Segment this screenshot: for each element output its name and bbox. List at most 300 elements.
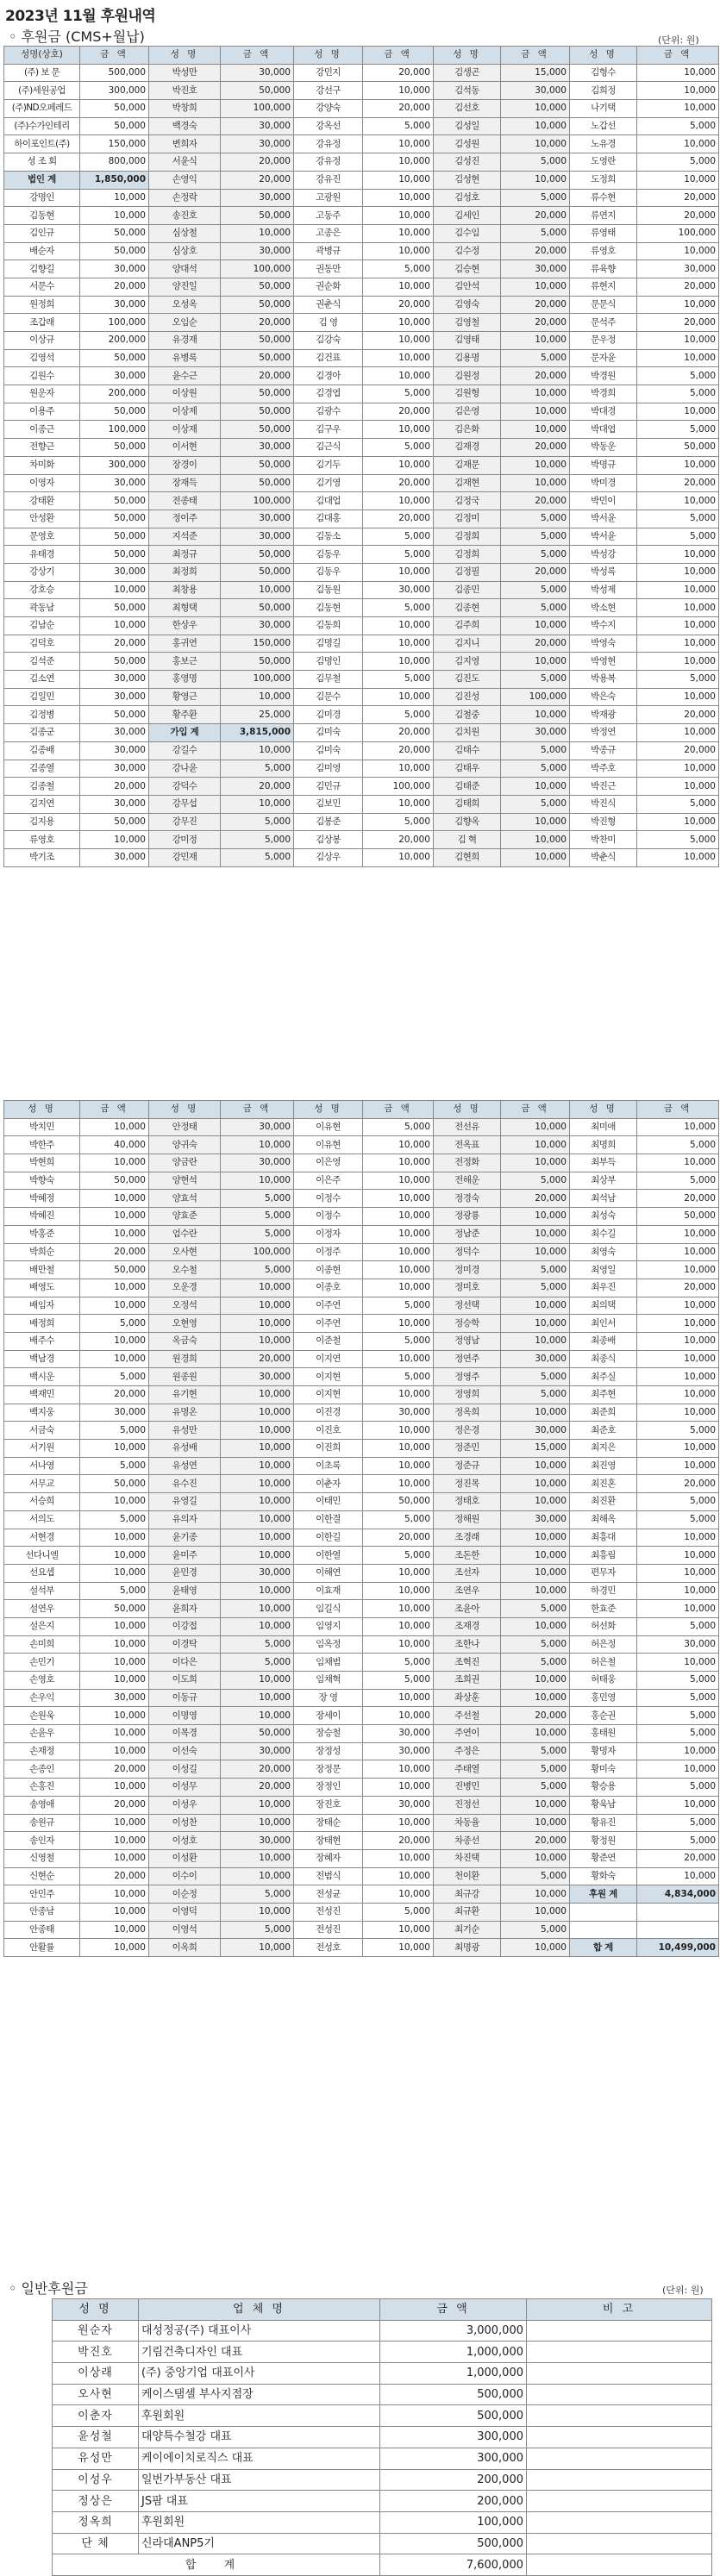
- donation-amount: 30,000: [80, 367, 149, 385]
- table-row: [4, 1725, 719, 1743]
- donor-name: 차진택: [434, 1849, 501, 1867]
- donation-amount: 10,000: [363, 617, 434, 635]
- donor-name: 최성숙: [570, 1208, 637, 1226]
- donor-name: 강무진: [149, 813, 221, 831]
- donation-amount: 5,000: [637, 795, 719, 813]
- donation-amount: 10,000: [637, 1547, 719, 1565]
- table-row: [4, 1885, 719, 1904]
- donation-amount: 10,000: [80, 1190, 149, 1208]
- donation-amount: 30,000: [80, 848, 149, 866]
- donation-amount: 50,000: [221, 546, 294, 564]
- donation-amount: 50,000: [80, 349, 149, 367]
- donation-amount: 10,000: [501, 1457, 570, 1475]
- donation-amount: 5,000: [637, 1617, 719, 1635]
- donor-name: 김경엽: [294, 385, 363, 403]
- donation-amount: 5,000: [501, 528, 570, 546]
- donor-name: 김지연: [4, 795, 80, 813]
- donation-amount: 5,000: [80, 1315, 149, 1333]
- donor-name: 류영호: [4, 831, 80, 849]
- donor-name: 김진도: [434, 671, 501, 689]
- col-header-amount: 금 액: [221, 1101, 294, 1119]
- donation-amount: 5,000: [501, 1742, 570, 1760]
- donor-name: 손민기: [4, 1654, 80, 1672]
- donor-name: 박명규: [570, 456, 637, 474]
- donation-amount: 10,000: [501, 1332, 570, 1350]
- donation-amount: 100,000: [380, 2511, 527, 2533]
- donor-name: 오성옥: [149, 296, 221, 314]
- donation-amount: 50,000: [80, 528, 149, 546]
- donor-name: 박성강: [570, 546, 637, 564]
- donation-amount: 30,000: [637, 260, 719, 278]
- col-header-amount: 금 액: [637, 47, 719, 65]
- donor-name: 김진성: [434, 688, 501, 706]
- donor-name: 홍귀연: [149, 635, 221, 653]
- donor-name: 류현지: [570, 278, 637, 296]
- donation-amount: 10,000: [363, 82, 434, 100]
- donor-name: 최우진: [570, 1279, 637, 1297]
- donation-amount: 5,000: [221, 1261, 294, 1279]
- donation-amount: 10,000: [501, 1208, 570, 1226]
- donation-amount: 5,000: [501, 599, 570, 617]
- donation-amount: 50,000: [80, 706, 149, 724]
- donor-name: 황화숙: [570, 1867, 637, 1885]
- unit-label-1: (단위: 원): [658, 34, 699, 46]
- donation-amount: 10,000: [501, 1582, 570, 1600]
- donation-amount: 10,000: [501, 1903, 570, 1921]
- donation-amount: 50,000: [80, 1600, 149, 1618]
- donation-amount: 10,000: [501, 1475, 570, 1493]
- donor-name: 김문수: [294, 688, 363, 706]
- donation-amount: 10,000: [221, 1440, 294, 1458]
- donor-name: 이춘자: [294, 1475, 363, 1493]
- donor-name: 김치원: [434, 724, 501, 742]
- donation-amount: 30,000: [637, 1635, 719, 1654]
- donor-name: 지석준: [149, 528, 221, 546]
- donor-name: 이다은: [149, 1654, 221, 1672]
- donor-name: 정경숙: [434, 1190, 501, 1208]
- donor-name: 박기조: [4, 848, 80, 866]
- donor-name: 김건표: [294, 349, 363, 367]
- donation-amount: 10,000: [363, 332, 434, 350]
- donation-amount: 10,000: [501, 1154, 570, 1172]
- donation-amount: 100,000: [221, 1243, 294, 1261]
- section-title-general: ◦ 일반후원금: [9, 2280, 88, 2297]
- donor-name: 서나영: [4, 1457, 80, 1475]
- donation-amount: 10,000: [221, 1796, 294, 1814]
- donation-amount: 10,000: [80, 1885, 149, 1904]
- donation-amount: 10,000: [80, 1350, 149, 1368]
- donation-amount: 10,000: [637, 1867, 719, 1885]
- donation-amount: 5,000: [501, 581, 570, 599]
- donation-amount: 20,000: [80, 1867, 149, 1885]
- donation-amount: 100,000: [221, 671, 294, 689]
- donor-name: 임채혁: [294, 1672, 363, 1690]
- note: [527, 2448, 712, 2469]
- donor-name: 이성우: [53, 2469, 139, 2491]
- donor-name: 김정미: [434, 510, 501, 528]
- donation-amount: 20,000: [363, 64, 434, 82]
- table-row: [4, 1760, 719, 1779]
- donor-name: 변희자: [149, 135, 221, 153]
- table-row: [4, 1315, 719, 1333]
- table-row: [4, 1617, 719, 1635]
- donor-name: 김안석: [434, 278, 501, 296]
- donor-name: 윤미주: [149, 1547, 221, 1565]
- donor-name: 이정수: [294, 1208, 363, 1226]
- donation-amount: 10,000: [363, 242, 434, 260]
- donor-name: 이주연: [294, 1297, 363, 1315]
- donation-amount: 10,000: [637, 242, 719, 260]
- donation-amount: 10,000: [363, 563, 434, 581]
- donation-amount: 30,000: [363, 1404, 434, 1422]
- donor-name: 최진영: [570, 1457, 637, 1475]
- donation-amount: 10,000: [363, 207, 434, 225]
- donation-amount: 30,000: [80, 1404, 149, 1422]
- donor-name: 김소연: [4, 671, 80, 689]
- donation-amount: 10,000: [501, 117, 570, 135]
- donation-amount: 10,000: [363, 278, 434, 296]
- donation-amount: 50,000: [221, 278, 294, 296]
- donor-name: 옥금숙: [149, 1332, 221, 1350]
- table-row: [4, 492, 719, 510]
- donor-name: 원정희: [4, 296, 80, 314]
- table-row: [4, 1368, 719, 1386]
- donor-name: 박소현: [570, 599, 637, 617]
- donation-amount: 10,000: [80, 1154, 149, 1172]
- donor-name: 최준희: [570, 1404, 637, 1422]
- donor-name: 이동규: [149, 1689, 221, 1707]
- donation-amount: 5,000: [501, 349, 570, 367]
- donation-amount: 10,000: [221, 1493, 294, 1511]
- col-header-amount: 금 액: [380, 2299, 527, 2321]
- donor-name: 최명광: [434, 1939, 501, 1957]
- table-row: [4, 385, 719, 403]
- donor-name: 최수길: [570, 1225, 637, 1243]
- donor-name: 차동율: [434, 1814, 501, 1832]
- table-row: [4, 474, 719, 492]
- donor-name: 박현희: [4, 1154, 80, 1172]
- donor-name: 김대업: [294, 492, 363, 510]
- donation-amount: 20,000: [501, 1832, 570, 1850]
- donation-amount: 20,000: [501, 207, 570, 225]
- donation-amount: 10,000: [80, 1529, 149, 1547]
- donor-name: 정미호: [434, 1279, 501, 1297]
- donor-name: 전성진: [294, 1903, 363, 1921]
- donation-amount: 10,000: [363, 1617, 434, 1635]
- donor-name: 강유정: [294, 135, 363, 153]
- donor-name: 김정필: [434, 563, 501, 581]
- donation-amount: 30,000: [221, 189, 294, 207]
- donor-name: 이상재: [149, 421, 221, 439]
- donation-amount: 20,000: [501, 563, 570, 581]
- donation-amount: 10,000: [637, 1386, 719, 1404]
- donation-amount: 10,000: [80, 189, 149, 207]
- donor-name: 최흥대: [570, 1529, 637, 1547]
- col-header-name: 성 명: [570, 1101, 637, 1119]
- donation-amount: 20,000: [80, 1386, 149, 1404]
- donation-amount: 10,000: [363, 1440, 434, 1458]
- donor-name: 김주희: [434, 617, 501, 635]
- donation-amount: 10,000: [637, 1742, 719, 1760]
- donor-name: 오운경: [149, 1279, 221, 1297]
- donor-name: 권순화: [294, 278, 363, 296]
- donor-name: 김상봉: [294, 831, 363, 849]
- table-row: [4, 349, 719, 367]
- donation-amount: 5,000: [637, 117, 719, 135]
- donor-name: 박경희: [570, 385, 637, 403]
- donor-name: 김동우: [294, 563, 363, 581]
- donation-amount: 5,000: [501, 1779, 570, 1797]
- donor-name: 정광룡: [434, 1208, 501, 1226]
- donation-amount: 10,000: [363, 1885, 434, 1904]
- donation-amount: 5,000: [363, 706, 434, 724]
- donor-name: 이순정: [149, 1885, 221, 1904]
- donor-name: 오임순: [149, 314, 221, 332]
- table-row: [4, 599, 719, 617]
- col-header-name: 성 명: [434, 1101, 501, 1119]
- donor-name: 김세인: [434, 207, 501, 225]
- donor-name: 전해운: [434, 1172, 501, 1190]
- donation-amount: 5,000: [363, 813, 434, 831]
- donation-amount: 300,000: [80, 82, 149, 100]
- donation-amount: 10,000: [637, 492, 719, 510]
- donation-amount: 30,000: [80, 260, 149, 278]
- table-row: [4, 1510, 719, 1529]
- donation-amount: 5,000: [363, 385, 434, 403]
- company-name: 일번가부동산 대표: [139, 2469, 380, 2491]
- donation-amount: 10,000: [501, 1404, 570, 1422]
- donation-amount: 10,000: [501, 1796, 570, 1814]
- donor-name: 류영태: [570, 224, 637, 242]
- donation-amount: 5,000: [80, 1457, 149, 1475]
- donation-amount: 15,000: [501, 64, 570, 82]
- donation-amount: 150,000: [80, 135, 149, 153]
- donor-name: 정은경: [434, 1422, 501, 1440]
- table-row: [4, 653, 719, 671]
- donor-name: 법인 계: [4, 171, 80, 189]
- donation-amount: 30,000: [221, 64, 294, 82]
- donation-amount: 50,000: [80, 813, 149, 831]
- table-row: [4, 1939, 719, 1957]
- donation-amount: 5,000: [501, 546, 570, 564]
- table-row: [4, 1386, 719, 1404]
- donation-amount: 10,000: [363, 421, 434, 439]
- donor-name: 전향근: [4, 439, 80, 457]
- donation-amount: 10,000: [80, 1617, 149, 1635]
- donation-amount: 50,000: [80, 242, 149, 260]
- table-row: [53, 2405, 712, 2427]
- donor-name: 이명영: [149, 1707, 221, 1725]
- donation-amount: 5,000: [501, 1921, 570, 1939]
- donation-amount: 10,000: [501, 706, 570, 724]
- donation-amount: 50,000: [80, 546, 149, 564]
- donation-amount: 10,000: [80, 1440, 149, 1458]
- donation-amount: 5,000: [637, 1832, 719, 1850]
- donation-amount: 10,000: [501, 1725, 570, 1743]
- col-header-company: 업 체 명: [139, 2299, 380, 2321]
- donor-name: 이경탁: [149, 1635, 221, 1654]
- donation-amount: 20,000: [80, 1760, 149, 1779]
- donor-name: 황정원: [570, 1832, 637, 1850]
- donation-amount: 20,000: [501, 635, 570, 653]
- donation-amount: 50,000: [80, 599, 149, 617]
- donor-name: 주선철: [434, 1707, 501, 1725]
- donation-amount: 10,000: [221, 1849, 294, 1867]
- donor-name: 강민지: [294, 64, 363, 82]
- donor-name: 장 영: [294, 1689, 363, 1707]
- donor-name: 오정석: [149, 1297, 221, 1315]
- col-header-amount: 금 액: [221, 47, 294, 65]
- donor-name: 강선구: [294, 82, 363, 100]
- donation-amount: 20,000: [637, 474, 719, 492]
- donor-name: 양귀숙: [149, 1136, 221, 1154]
- donor-name: 이효재: [294, 1582, 363, 1600]
- donation-amount: 10,000: [501, 100, 570, 118]
- donor-name: 주연이: [434, 1725, 501, 1743]
- donation-amount: 20,000: [501, 296, 570, 314]
- donation-amount: 20,000: [80, 1243, 149, 1261]
- donor-name: 박서윤: [570, 510, 637, 528]
- table-row: [4, 671, 719, 689]
- donation-amount: 10,000: [637, 563, 719, 581]
- donation-amount: 50,000: [80, 510, 149, 528]
- donation-amount: 5,000: [221, 1921, 294, 1939]
- table-row: [4, 82, 719, 100]
- donation-amount: 10,000: [637, 135, 719, 153]
- donation-amount: 10,000: [637, 1243, 719, 1261]
- donation-amount: 10,000: [501, 1814, 570, 1832]
- donation-amount: 30,000: [221, 1832, 294, 1850]
- donor-name: 홍태원: [570, 1725, 637, 1743]
- donation-amount: 5,000: [637, 385, 719, 403]
- donation-amount: 20,000: [363, 1529, 434, 1547]
- donor-name: 최상부: [570, 1172, 637, 1190]
- donor-name: 김일민: [4, 688, 80, 706]
- donor-name: 김수임: [434, 224, 501, 242]
- donor-name: 원운자: [4, 385, 80, 403]
- table-row: [4, 1457, 719, 1475]
- donor-name: 최영숙: [570, 1243, 637, 1261]
- table-row: [4, 617, 719, 635]
- donation-amount: 10,000: [501, 1493, 570, 1511]
- donation-amount: 10,000: [221, 1867, 294, 1885]
- company-name: (주) 중앙기업 대표이사: [139, 2363, 380, 2385]
- donor-name: 김태희: [434, 795, 501, 813]
- donor-name: 이상규: [4, 332, 80, 350]
- donor-name: 이서현: [149, 439, 221, 457]
- donation-amount: 30,000: [363, 1725, 434, 1743]
- donor-name: 김인규: [4, 224, 80, 242]
- company-name: 신라대ANP5기: [139, 2533, 380, 2554]
- donor-name: 김강숙: [294, 332, 363, 350]
- donation-amount: 10,000: [501, 135, 570, 153]
- donation-amount: 10,000: [501, 1672, 570, 1690]
- donation-amount: 20,000: [363, 724, 434, 742]
- table-row: [4, 1118, 719, 1136]
- donation-amount: 10,000: [637, 617, 719, 635]
- donor-name: 김종현: [434, 599, 501, 617]
- donation-amount: 50,000: [80, 1475, 149, 1493]
- donor-name: 성 조 회: [4, 153, 80, 172]
- donor-name: 유수진: [149, 1475, 221, 1493]
- donor-name: 박진근: [570, 778, 637, 796]
- col-header-name: 성명(상호): [4, 47, 80, 65]
- donation-amount: 20,000: [221, 314, 294, 332]
- table-row: [4, 563, 719, 581]
- table-row: [4, 367, 719, 385]
- donor-name: 황주환: [149, 706, 221, 724]
- table-row: [4, 848, 719, 866]
- donor-name: 이한열: [294, 1547, 363, 1565]
- donation-amount: 20,000: [637, 314, 719, 332]
- donor-name: 장혜자: [294, 1849, 363, 1867]
- donor-name: 강무섭: [149, 795, 221, 813]
- donor-name: 엄수란: [149, 1225, 221, 1243]
- donation-amount: 10,000: [637, 296, 719, 314]
- donation-amount: 50,000: [80, 100, 149, 118]
- donation-amount: 500,000: [380, 2533, 527, 2554]
- donation-amount: 10,000: [363, 1564, 434, 1582]
- donor-name: 고종은: [294, 224, 363, 242]
- donor-name: 김은영: [434, 403, 501, 421]
- donation-amount: 10,000: [501, 1564, 570, 1582]
- donor-name: 백재민: [4, 1386, 80, 1404]
- donor-name: 서현경: [4, 1529, 80, 1547]
- donation-amount: 5,000: [221, 848, 294, 866]
- table-row: [4, 153, 719, 172]
- donor-name: 이목경: [149, 1725, 221, 1743]
- table-row: [4, 1635, 719, 1654]
- donation-amount: 10,000: [80, 1707, 149, 1725]
- donor-name: 박영숙: [570, 635, 637, 653]
- donor-name: 박창희: [149, 100, 221, 118]
- donation-amount: 10,000: [363, 1386, 434, 1404]
- donor-name: 김봉준: [294, 813, 363, 831]
- donation-amount: 30,000: [363, 581, 434, 599]
- donor-name: 박치민: [4, 1118, 80, 1136]
- donation-amount: 10,000: [80, 1903, 149, 1921]
- donation-amount: 30,000: [221, 617, 294, 635]
- donor-name: 손홍진: [4, 1779, 80, 1797]
- donor-name: 합 계: [570, 1939, 637, 1957]
- donation-amount: 5,000: [221, 813, 294, 831]
- donor-name: 전성진: [294, 1921, 363, 1939]
- donor-name: 유명온: [149, 1404, 221, 1422]
- table-row: [4, 189, 719, 207]
- donor-name: 주정은: [434, 1742, 501, 1760]
- donation-amount: 20,000: [501, 492, 570, 510]
- donor-name: 서윤식: [149, 153, 221, 172]
- donor-name: 정승학: [434, 1315, 501, 1333]
- note: [527, 2342, 712, 2363]
- donation-amount: 10,000: [363, 1279, 434, 1297]
- donation-amount: 10,000: [501, 813, 570, 831]
- donor-name: 강유정: [294, 153, 363, 172]
- donation-amount: 10,000: [80, 1118, 149, 1136]
- donor-name: 오사현: [53, 2384, 139, 2405]
- donor-name: 최형택: [149, 599, 221, 617]
- donation-amount: 10,000: [501, 1617, 570, 1635]
- donor-name: 박춘식: [570, 848, 637, 866]
- donor-name: 최의택: [570, 1297, 637, 1315]
- table-row: [4, 1600, 719, 1618]
- donor-name: 유성만: [53, 2448, 139, 2469]
- donor-name: 최명희: [570, 1136, 637, 1154]
- donation-amount: 10,000: [363, 1814, 434, 1832]
- donor-name: 서의도: [4, 1510, 80, 1529]
- donation-amount: 10,000: [501, 831, 570, 849]
- donation-amount: 5,000: [221, 1635, 294, 1654]
